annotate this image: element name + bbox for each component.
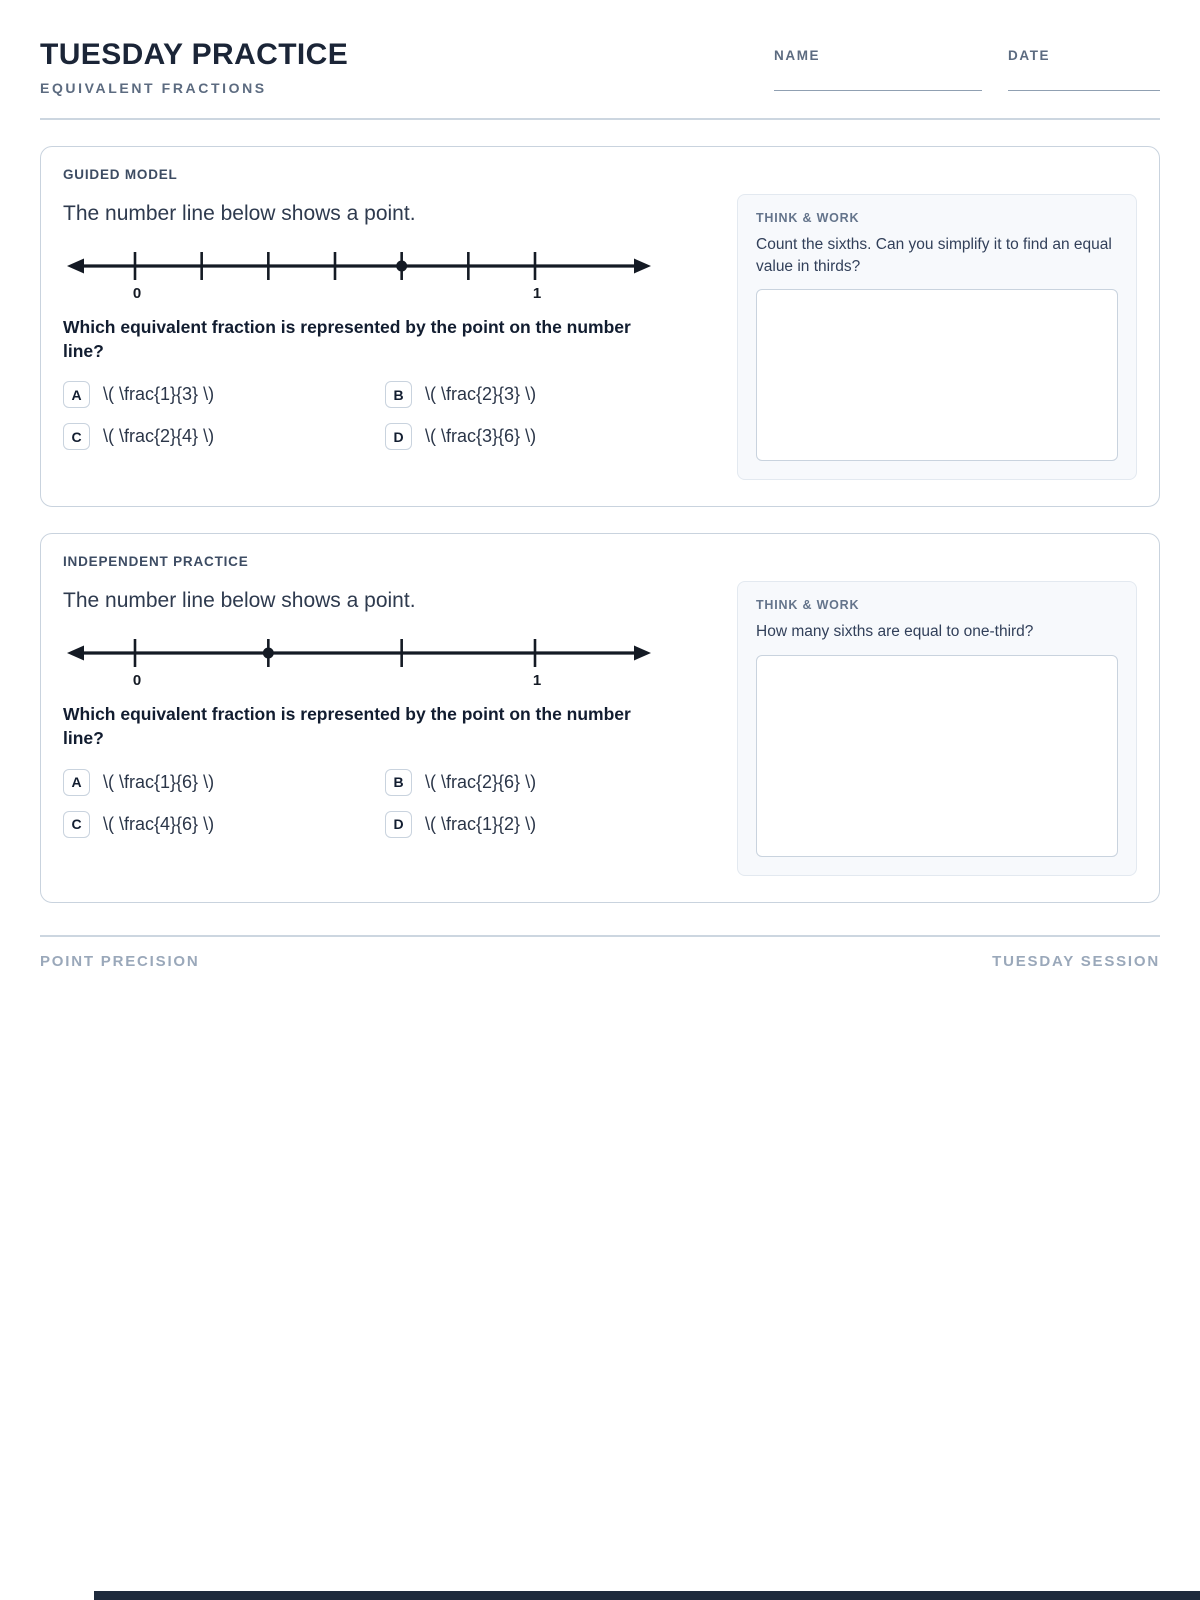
question-text: Which equivalent fraction is represented by the point on the number line? [63, 317, 631, 361]
choice-option-c [63, 423, 385, 450]
guided-model-card [40, 146, 1160, 507]
section-heading-guided: GUIDED MODEL [63, 167, 178, 182]
choice-text: \( \frac{2}{4} \) [103, 426, 215, 447]
choice-text: \( \frac{2}{6} \) [425, 771, 537, 792]
header [40, 38, 1160, 96]
choice-letter-badge: B [385, 381, 412, 408]
choice-list [63, 381, 713, 450]
choice-letter-badge: C [63, 811, 90, 838]
date-write-line[interactable] [1008, 90, 1160, 91]
choice-letter-badge: A [63, 769, 90, 796]
think-work-hint: How many sixths are equal to one-third? [756, 623, 1034, 641]
think-work-panel [737, 194, 1137, 480]
page-subtitle: EQUIVALENT FRACTIONS [40, 80, 267, 96]
bottom-bar [94, 1591, 1200, 1600]
work-area[interactable] [756, 289, 1118, 461]
footer [40, 953, 1160, 970]
header-divider [40, 118, 1160, 120]
prompt-text: The number line below shows a point. [63, 589, 416, 613]
prompt-text: The number line below shows a point. [63, 202, 416, 225]
number-line [63, 629, 655, 687]
choice-text: \( \frac{1}{2} \) [425, 813, 537, 834]
footer-left-text: POINT PRECISION [40, 953, 200, 971]
name-field [774, 48, 982, 91]
date-field [1008, 48, 1160, 91]
choice-option-b [385, 381, 713, 408]
footer-divider [40, 935, 1160, 937]
work-area[interactable] [756, 655, 1118, 857]
question-text: Which equivalent fraction is represented by the point on the number line? [63, 704, 631, 748]
choice-option-d [385, 423, 713, 450]
choice-letter-badge: A [63, 381, 90, 408]
choice-text: \( \frac{3}{6} \) [425, 426, 537, 447]
choice-letter-badge: B [385, 769, 412, 796]
choice-option-c [63, 811, 385, 838]
choice-letter-badge: D [385, 423, 412, 450]
name-write-line[interactable] [774, 90, 982, 91]
choice-text: \( \frac{4}{6} \) [103, 813, 215, 834]
title-block [40, 38, 348, 96]
svg-text:0: 0 [132, 285, 142, 300]
think-work-hint: Count the sixths. Can you simplify it to find an equal value in thirds? [756, 236, 1112, 275]
date-label: DATE [1008, 48, 1051, 63]
choice-option-a [63, 769, 385, 796]
think-work-heading: THINK & WORK [756, 598, 860, 613]
choice-text: \( \frac{1}{6} \) [103, 771, 215, 792]
choice-option-a [63, 381, 385, 408]
independent-practice-card [40, 533, 1160, 903]
choice-option-b [385, 769, 713, 796]
page-title: TUESDAY PRACTICE [40, 38, 349, 71]
choice-list [63, 769, 713, 838]
think-work-panel [737, 581, 1137, 876]
name-label: NAME [774, 48, 821, 63]
choice-letter-badge: D [385, 811, 412, 838]
number-line [63, 242, 655, 300]
footer-right-text: TUESDAY SESSION [992, 953, 1160, 971]
choice-text: \( \frac{1}{3} \) [103, 384, 215, 405]
svg-text:1: 1 [532, 285, 542, 300]
svg-text:0: 0 [132, 672, 142, 688]
choice-option-d [385, 811, 713, 838]
header-fields [774, 38, 1160, 91]
think-work-heading: THINK & WORK [756, 211, 860, 225]
choice-letter-badge: C [63, 423, 90, 450]
svg-text:1: 1 [532, 672, 542, 688]
section-heading-independent: INDEPENDENT PRACTICE [63, 554, 249, 570]
choice-text: \( \frac{2}{3} \) [425, 384, 537, 405]
